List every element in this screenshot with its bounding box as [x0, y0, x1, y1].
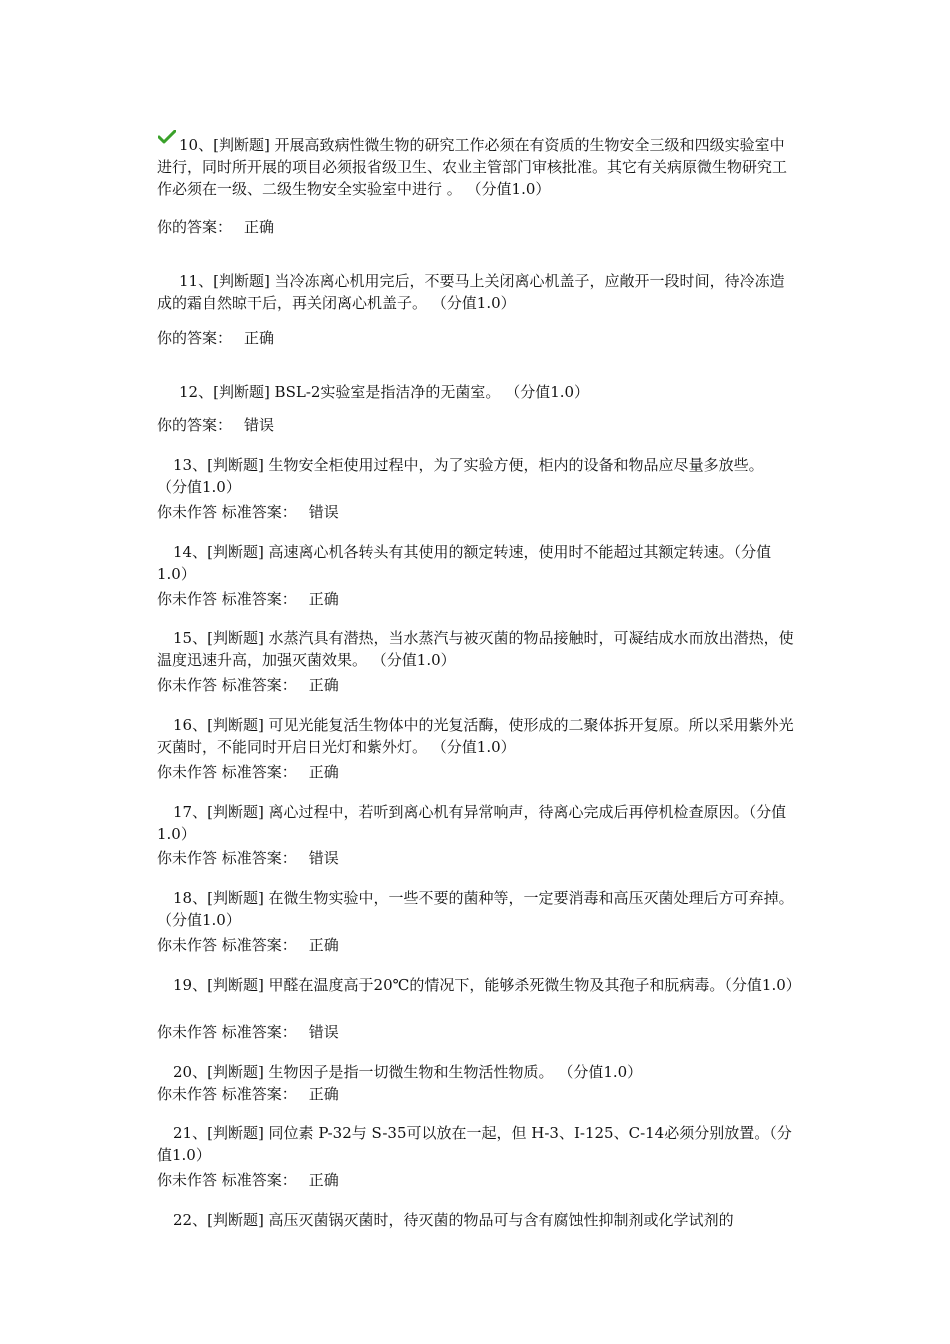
answer-label: 你未作答 标准答案：: [157, 1171, 297, 1189]
answer-value: 错误: [308, 503, 339, 521]
answer-line: [157, 674, 339, 696]
question-text: 22、[判断题] 高压灭菌锅灭菌时，待灭菌的物品可与含有腐蚀性抑制剂或化学试剂的: [173, 1211, 734, 1229]
answer-label: 你的答案：: [157, 416, 233, 434]
answer-line: [157, 501, 339, 523]
answer-value: 正确: [308, 1085, 339, 1103]
answer-value: 错误: [308, 849, 339, 867]
answer-line: [157, 761, 339, 783]
question-text: 10、[判断题] 开展高致病性微生物的研究工作必须在有资质的生物安全三级和四级实验室中进行，同时所开展的项目必须报省级卫生、农业主管部门审核批准。其它有关病原微生物研究工作必须在一级、二级生物安全实验室中进行 。 （分值1.0）: [157, 136, 788, 198]
answer-label: 你未作答 标准答案：: [157, 849, 297, 867]
answer-label: 你未作答 标准答案：: [157, 1023, 297, 1041]
answer-value: 正确: [244, 218, 275, 236]
question-text: 16、[判断题] 可见光能复活生物体中的光复活酶，使形成的二聚体拆开复原。所以采用紫外光灭菌时，不能同时开启日光灯和紫外灯。 （分值1.0）: [157, 716, 794, 756]
answer-line: [157, 934, 339, 956]
answer-line: [157, 1021, 339, 1043]
question-text: 14、[判断题] 高速离心机各转头有其使用的额定转速，使用时不能超过其额定转速。（分值1.0）: [157, 543, 772, 583]
answer-line: [157, 588, 339, 610]
answer-value: 正确: [308, 1171, 339, 1189]
question-text: 19、[判断题] 甲醛在温度高于20℃的情况下，能够杀死微生物及其孢子和朊病毒。（分值1.0）: [173, 976, 801, 994]
question-text: 12、[判断题] BSL-2实验室是指洁净的无菌室。 （分值1.0）: [179, 383, 590, 401]
answer-line: [157, 414, 274, 436]
question-text: 20、[判断题] 生物因子是指一切微生物和生物活性物质。 （分值1.0）: [173, 1063, 643, 1081]
answer-label: 你未作答 标准答案：: [157, 1085, 297, 1103]
answer-line: [157, 1083, 339, 1105]
answer-label: 你未作答 标准答案：: [157, 503, 297, 521]
answer-label: 你未作答 标准答案：: [157, 936, 297, 954]
question-text: 21、[判断题] 同位素 P-32与 S-35可以放在一起，但 H-3、I-125、C-14必须分别放置。（分值1.0）: [157, 1124, 792, 1164]
answer-value: 正确: [308, 676, 339, 694]
answer-label: 你未作答 标准答案：: [157, 590, 297, 608]
question-text: 13、[判断题] 生物安全柜使用过程中，为了实验方便，柜内的设备和物品应尽量多放些。 （分值1.0）: [157, 456, 764, 496]
answer-value: 正确: [308, 590, 339, 608]
answer-label: 你的答案：: [157, 218, 233, 236]
question-text: 15、[判断题] 水蒸汽具有潜热，当水蒸汽与被灭菌的物品接触时，可凝结成水而放出潜热，使温度迅速升高，加强灭菌效果。 （分值1.0）: [157, 629, 794, 669]
question-text: 11、[判断题] 当冷冻离心机用完后，不要马上关闭离心机盖子，应敞开一段时间，待冷冻造成的霜自然晾干后，再关闭离心机盖子。 （分值1.0）: [157, 272, 785, 312]
answer-label: 你未作答 标准答案：: [157, 676, 297, 694]
answer-value: 错误: [244, 416, 275, 434]
answer-value: 正确: [308, 763, 339, 781]
answer-value: 正确: [244, 329, 275, 347]
answer-line: [157, 847, 339, 869]
answer-label: 你的答案：: [157, 329, 233, 347]
answer-value: 错误: [308, 1023, 339, 1041]
question-text: 18、[判断题] 在微生物实验中，一些不要的菌种等，一定要消毒和高压灭菌处理后方可弃掉。 （分值1.0）: [157, 889, 794, 929]
answer-line: [157, 1169, 339, 1191]
question-text: 17、[判断题] 离心过程中，若听到离心机有异常响声，待离心完成后再停机检查原因。（分值1.0）: [157, 803, 787, 843]
answer-line: [157, 327, 274, 349]
answer-label: 你未作答 标准答案：: [157, 763, 297, 781]
answer-value: 正确: [308, 936, 339, 954]
answer-line: [157, 216, 274, 238]
